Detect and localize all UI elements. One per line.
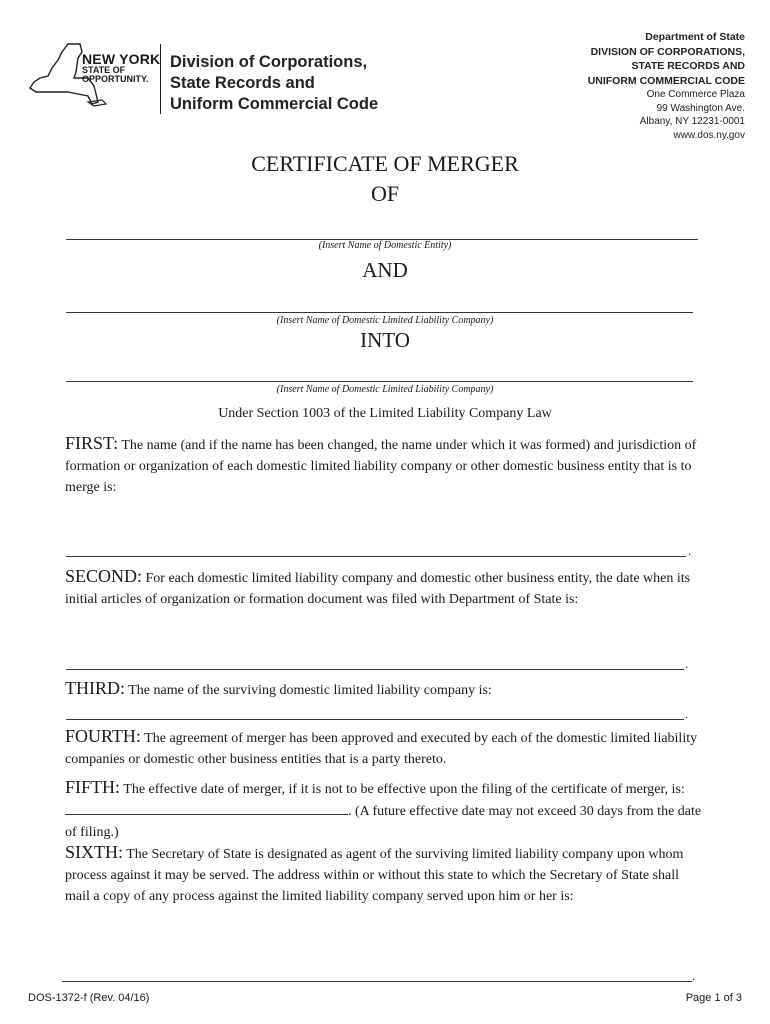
form-number: DOS-1372-f (Rev. 04/16)	[28, 992, 150, 1004]
addr-line-3: Albany, NY 12231-0001	[639, 116, 745, 127]
statute-reference: Under Section 1003 of the Limited Liability Company Law	[218, 406, 552, 421]
llc-name-line-1[interactable]	[66, 312, 693, 313]
second-answer-line[interactable]	[66, 669, 684, 670]
dept-line-1: Department of State	[645, 31, 745, 43]
effective-date-field[interactable]	[65, 800, 348, 815]
third-line-period: .	[685, 706, 689, 721]
first-lead: FIRST:	[65, 433, 119, 453]
third-text: The name of the surviving domestic limited liability company is:	[128, 683, 492, 698]
division-line-1: Division of Corporations,	[170, 53, 368, 71]
addr-line-4: www.dos.ny.gov	[673, 129, 745, 141]
dept-line-2: DIVISION OF CORPORATIONS,	[590, 45, 745, 58]
sixth-answer-line[interactable]	[62, 981, 692, 982]
page-number: Page 1 of 3	[685, 992, 742, 1004]
fifth-text-b: . (A future effective date may not exceed 30 days from the date of filing.)	[65, 804, 702, 840]
ny-wordmark	[82, 52, 160, 84]
fifth-lead: FIFTH:	[65, 777, 121, 797]
llc-hint-2: (Insert Name of Domestic Limited Liability Company)	[276, 384, 494, 395]
llc-hint-1: (Insert Name of Domestic Limited Liability Company)	[276, 315, 494, 326]
ny-wordmark-line1: NEW YORK	[82, 51, 161, 67]
domestic-entity-hint: (Insert Name of Domestic Entity)	[318, 240, 452, 251]
department-address-block	[588, 30, 745, 142]
logo-divider	[160, 44, 161, 114]
fifth-text-a: The effective date of merger, if it is not to be effective upon the filing of the certificate of merger, is:	[123, 782, 685, 797]
form-title-of: OF	[370, 181, 400, 206]
paragraph-second	[65, 566, 705, 610]
first-text: The name (and if the name has been changed, the name under which it was formed) and jurisdiction of formation or organization of each domestic limited liability company or other domestic business entity that is to merge is:	[65, 438, 697, 495]
second-line-period: .	[685, 656, 689, 671]
division-line-3: Uniform Commercial Code	[170, 95, 379, 113]
form-title: CERTIFICATE OF MERGER	[251, 151, 519, 176]
llc-name-line-2[interactable]	[66, 381, 693, 382]
dept-line-4: UNIFORM COMMERCIAL CODE	[587, 74, 745, 87]
paragraph-fifth	[65, 777, 705, 843]
addr-line-2: 99 Washington Ave.	[656, 102, 745, 114]
paragraph-third	[65, 678, 705, 701]
sixth-line-period: .	[692, 968, 696, 983]
fourth-text: The agreement of merger has been approved and executed by each of the domestic limited liability companies or domestic other business entities that is a party thereto.	[65, 731, 698, 767]
connector-into: INTO	[360, 328, 410, 352]
third-lead: THIRD:	[65, 678, 125, 698]
division-line-2: State Records and	[170, 74, 315, 92]
first-answer-line[interactable]	[66, 556, 686, 557]
first-line-period: .	[688, 543, 692, 558]
connector-and: AND	[362, 258, 408, 282]
second-lead: SECOND:	[65, 566, 143, 586]
paragraph-fourth	[65, 726, 705, 770]
sixth-lead: SIXTH:	[65, 842, 123, 862]
dept-line-3: STATE RECORDS AND	[631, 60, 745, 72]
paragraph-sixth	[65, 842, 705, 907]
second-text: For each domestic limited liability company and domestic other business entity, the date when its initial articles of organization or formation document was filed with Department of State is:	[65, 571, 691, 607]
division-name	[170, 52, 378, 115]
sixth-text: The Secretary of State is designated as agent of the surviving limited liability company upon whom process against it may be served. The address within or without this state to which the Secretary of State shall mail a copy of any process against the limited liability company served upon him or her is:	[65, 847, 684, 904]
fourth-lead: FOURTH:	[65, 726, 141, 746]
ny-wordmark-line2: STATE OF	[82, 65, 126, 75]
paragraph-first	[65, 433, 705, 498]
ny-wordmark-line3: OPPORTUNITY.	[82, 74, 149, 84]
third-answer-line[interactable]	[66, 719, 684, 720]
addr-line-1: One Commerce Plaza	[646, 89, 745, 100]
